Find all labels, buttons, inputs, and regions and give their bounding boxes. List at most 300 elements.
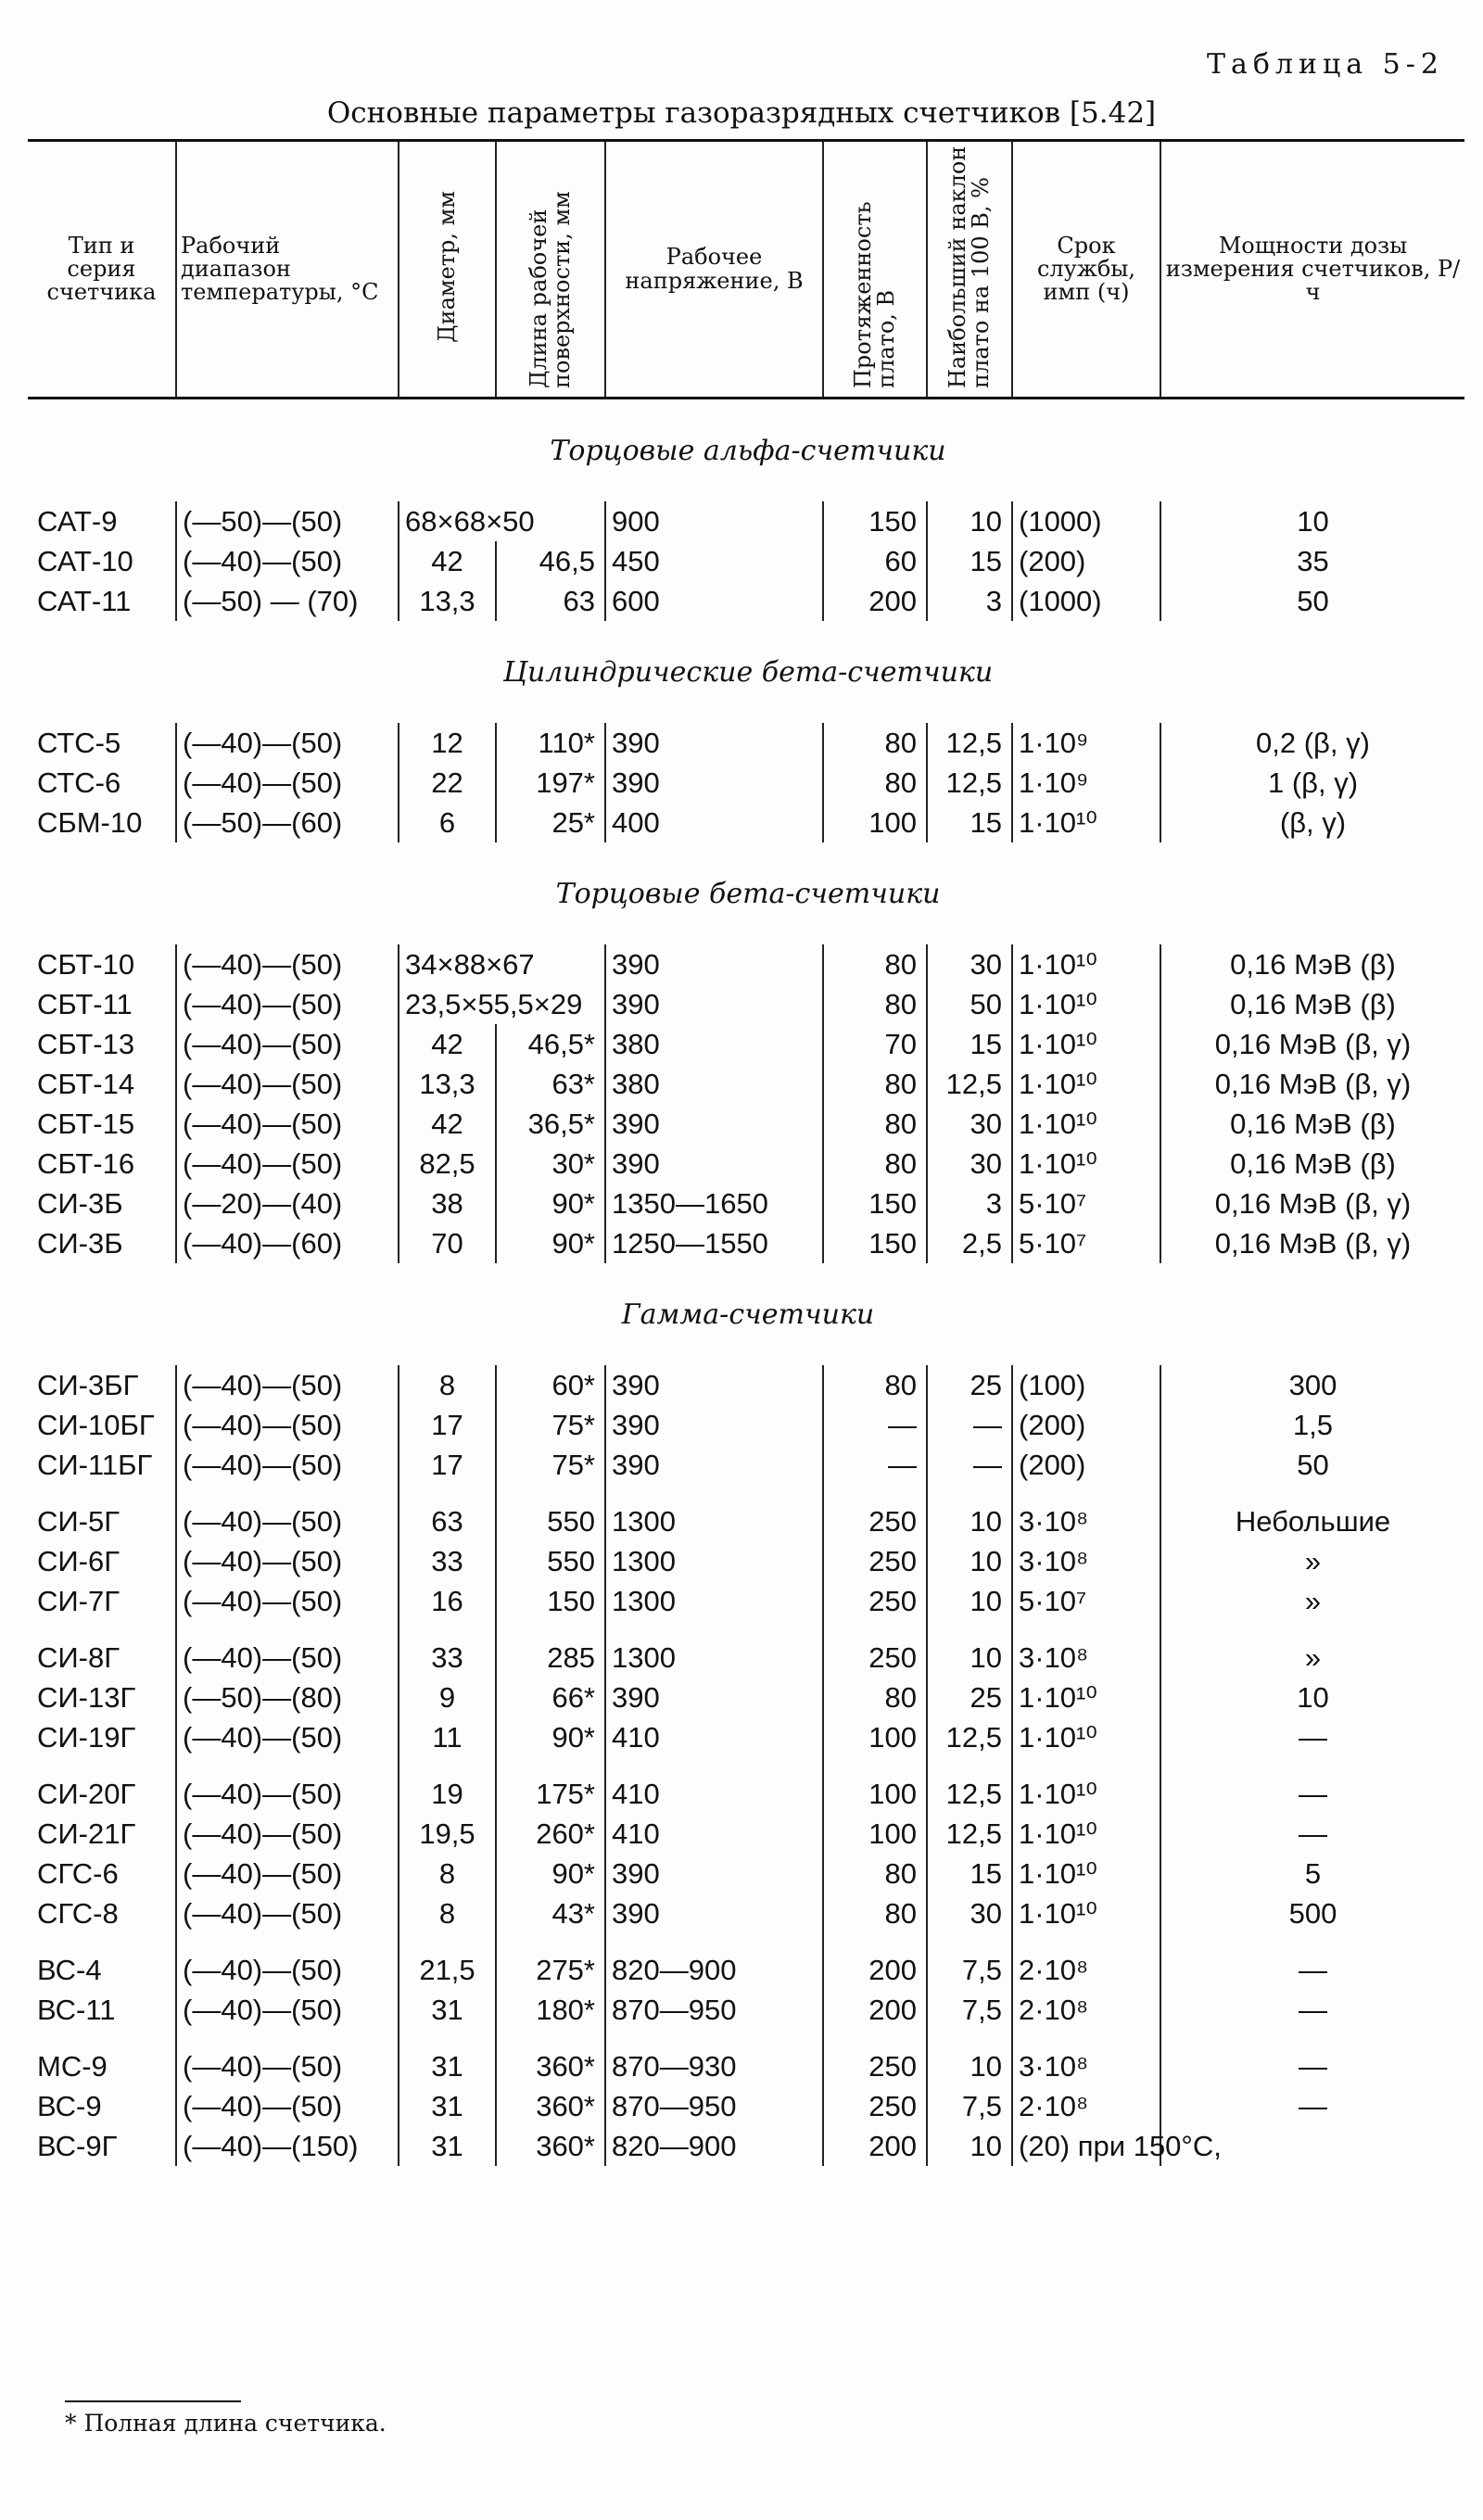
cell-temp: (—40)—(50) [176, 984, 399, 1024]
row-gap [28, 1621, 1464, 1638]
cell-voltage: 1350—1650 [605, 1184, 823, 1223]
cell-length: 46,5 [496, 541, 605, 581]
gap-cell [399, 1621, 496, 1638]
gap-cell [823, 1757, 927, 1774]
gap-cell [927, 1933, 1012, 1950]
cell-slope: 15 [927, 541, 1012, 581]
gap-cell [927, 2030, 1012, 2046]
cell-slope: 10 [927, 1541, 1012, 1581]
cell-length: 260* [496, 1814, 605, 1854]
cell-life: 5·10⁷ [1012, 1581, 1160, 1621]
cell-life: 2·10⁸ [1012, 1950, 1160, 1990]
cell-diameter: 11 [399, 1717, 496, 1757]
cell-voltage: 390 [605, 1144, 823, 1184]
table-row [28, 1501, 1464, 1541]
cell-length: 150 [496, 1581, 605, 1621]
cell-life: 1·10¹⁰ [1012, 1144, 1160, 1184]
cell-dose: 10 [1160, 1678, 1464, 1717]
cell-length: 197* [496, 763, 605, 803]
table-row [28, 1184, 1464, 1223]
gap-cell [605, 2030, 823, 2046]
cell-life: 1·10¹⁰ [1012, 1854, 1160, 1893]
cell-slope: 30 [927, 1104, 1012, 1144]
section-title: Цилиндрические бета-счетчики [502, 655, 994, 689]
cell-diameter: 8 [399, 1854, 496, 1893]
gap-cell [176, 2030, 399, 2046]
gap-cell [823, 1485, 927, 1501]
table-number: Таблица 5-2 [1206, 48, 1444, 81]
cell-voltage: 410 [605, 1717, 823, 1757]
gap-cell [823, 2030, 927, 2046]
header-slope: Наибольший наклон плато на 100 В, % [927, 141, 1012, 399]
cell-plateau: 250 [823, 2086, 927, 2126]
cell-type: МС-9 [37, 2049, 108, 2083]
cell-life: (200) [1012, 541, 1160, 581]
cell-temp: (—40)—(50) [176, 1144, 399, 1184]
cell-slope: 10 [927, 1638, 1012, 1678]
section-header [28, 842, 1464, 944]
cell-plateau: — [823, 1445, 927, 1485]
cell-slope: 2,5 [927, 1223, 1012, 1263]
cell-type: СИ-3БГ [37, 1368, 139, 1401]
gap-cell [1012, 1757, 1160, 1774]
cell-voltage: 390 [605, 984, 823, 1024]
footnote: * Полная длина счетчика. [65, 2410, 387, 2437]
cell-voltage: 820—900 [605, 1950, 823, 1990]
cell-life: (20) при 150°С, [1012, 2126, 1160, 2166]
gap-cell [496, 1621, 605, 1638]
cell-temp: (—50)—(60) [176, 803, 399, 842]
table-row [28, 1445, 1464, 1485]
cell-temp: (—40)—(50) [176, 1024, 399, 1064]
gap-cell [605, 1933, 823, 1950]
cell-type: СИ-7Г [37, 1584, 120, 1617]
table-row [28, 1365, 1464, 1405]
table-row [28, 1541, 1464, 1581]
cell-diameter: 42 [399, 1024, 496, 1064]
cell-diameter: 70 [399, 1223, 496, 1263]
cell-type: СБТ-14 [37, 1067, 135, 1100]
cell-life: 3·10⁸ [1012, 1638, 1160, 1678]
table-row [28, 1405, 1464, 1445]
cell-voltage: 390 [605, 944, 823, 984]
cell-life: 1·10¹⁰ [1012, 1024, 1160, 1064]
row-gap [28, 1757, 1464, 1774]
cell-type: СБМ-10 [37, 805, 143, 839]
cell-type: СИ-13Г [37, 1680, 136, 1714]
header-plateau: Протяженность плато, В [823, 141, 927, 399]
cell-dose: 0,16 МэВ (β, γ) [1160, 1024, 1464, 1064]
cell-diameter: 17 [399, 1445, 496, 1485]
cell-temp: (—50)—(50) [176, 501, 399, 541]
cell-life: 1·10¹⁰ [1012, 1678, 1160, 1717]
cell-dose: 300 [1160, 1365, 1464, 1405]
table-row [28, 984, 1464, 1024]
cell-plateau: 250 [823, 1501, 927, 1541]
cell-diameter: 34×88×67 [399, 944, 605, 984]
cell-diameter: 31 [399, 2126, 496, 2166]
cell-diameter: 68×68×50 [399, 501, 605, 541]
cell-diameter: 63 [399, 1501, 496, 1541]
cell-dose: — [1160, 1990, 1464, 2030]
cell-length: 360* [496, 2086, 605, 2126]
cell-temp: (—40)—(50) [176, 1854, 399, 1893]
cell-dose: — [1160, 1814, 1464, 1854]
cell-slope: 25 [927, 1678, 1012, 1717]
section-header [28, 1263, 1464, 1365]
cell-voltage: 1300 [605, 1638, 823, 1678]
cell-life: 5·10⁷ [1012, 1184, 1160, 1223]
cell-voltage: 410 [605, 1814, 823, 1854]
row-gap [28, 1933, 1464, 1950]
cell-temp: (—40)—(50) [176, 944, 399, 984]
cell-temp: (—40)—(50) [176, 1638, 399, 1678]
gap-cell [1012, 2030, 1160, 2046]
cell-voltage: 1250—1550 [605, 1223, 823, 1263]
cell-life: 2·10⁸ [1012, 2086, 1160, 2126]
cell-dose: 0,16 МэВ (β, γ) [1160, 1223, 1464, 1263]
cell-dose: 1,5 [1160, 1405, 1464, 1445]
cell-slope: 12,5 [927, 1814, 1012, 1854]
cell-voltage: 900 [605, 501, 823, 541]
cell-diameter: 42 [399, 1104, 496, 1144]
cell-type: СИ-21Г [37, 1817, 136, 1850]
cell-plateau: 200 [823, 1990, 927, 2030]
cell-life: (1000) [1012, 581, 1160, 621]
cell-type: ВС-11 [37, 1993, 116, 2026]
row-gap [28, 1485, 1464, 1501]
table-row [28, 723, 1464, 763]
cell-type: ВС-9 [37, 2089, 102, 2122]
cell-voltage: 380 [605, 1064, 823, 1104]
table-row [28, 2046, 1464, 2086]
cell-temp: (—40)—(50) [176, 1445, 399, 1485]
cell-dose: 35 [1160, 541, 1464, 581]
cell-slope: 12,5 [927, 723, 1012, 763]
cell-life: 1·10¹⁰ [1012, 1814, 1160, 1854]
cell-slope: 12,5 [927, 763, 1012, 803]
cell-temp: (—40)—(50) [176, 1990, 399, 2030]
cell-type: ВС-4 [37, 1953, 102, 1986]
cell-life: 1·10¹⁰ [1012, 1893, 1160, 1933]
cell-dose: 0,16 МэВ (β, γ) [1160, 1064, 1464, 1104]
gap-cell [28, 1757, 176, 1774]
gap-cell [28, 2030, 176, 2046]
cell-length: 90* [496, 1184, 605, 1223]
cell-diameter: 33 [399, 1541, 496, 1581]
cell-dose: 0,16 МэВ (β) [1160, 1104, 1464, 1144]
cell-voltage: 390 [605, 723, 823, 763]
cell-diameter: 31 [399, 2046, 496, 2086]
cell-plateau: 100 [823, 1814, 927, 1854]
cell-type: СИ-3Б [37, 1186, 123, 1220]
cell-voltage: 400 [605, 803, 823, 842]
header-length: Длина рабочей поверхности, мм [496, 141, 605, 399]
cell-plateau: 100 [823, 1774, 927, 1814]
cell-dose: 50 [1160, 1445, 1464, 1485]
row-gap [28, 2030, 1464, 2046]
cell-temp: (—40)—(50) [176, 1365, 399, 1405]
cell-plateau: 80 [823, 1893, 927, 1933]
cell-slope: 12,5 [927, 1064, 1012, 1104]
cell-life: (200) [1012, 1445, 1160, 1485]
header-voltage: Рабочее напряжение, В [605, 141, 823, 399]
gap-cell [927, 1621, 1012, 1638]
cell-life: (200) [1012, 1405, 1160, 1445]
table-row [28, 581, 1464, 621]
gap-cell [496, 1485, 605, 1501]
gap-cell [1012, 1485, 1160, 1501]
cell-type: СТС-5 [37, 726, 121, 759]
cell-slope: 25 [927, 1365, 1012, 1405]
header-temp: Рабочий диапазон температуры, °С [176, 141, 399, 399]
table-row [28, 1814, 1464, 1854]
cell-type: СБТ-15 [37, 1107, 135, 1140]
cell-length: 75* [496, 1405, 605, 1445]
cell-slope: 12,5 [927, 1774, 1012, 1814]
cell-type: СГС-8 [37, 1896, 119, 1930]
cell-dose: 500 [1160, 1893, 1464, 1933]
footnote-rule [65, 2400, 241, 2402]
cell-voltage: 870—930 [605, 2046, 823, 2086]
cell-length: 46,5* [496, 1024, 605, 1064]
cell-type: СИ-19Г [37, 1720, 136, 1754]
cell-diameter: 21,5 [399, 1950, 496, 1990]
gap-cell [1160, 1485, 1464, 1501]
gap-cell [1160, 1933, 1464, 1950]
cell-voltage: 390 [605, 1365, 823, 1405]
table-row [28, 1774, 1464, 1814]
table-caption: Основные параметры газоразрядных счетчиков [5.42] [326, 96, 1157, 130]
table-row [28, 1854, 1464, 1893]
section-title: Гамма-счетчики [621, 1298, 875, 1331]
cell-diameter: 13,3 [399, 581, 496, 621]
cell-diameter: 31 [399, 1990, 496, 2030]
cell-type: СИ-20Г [37, 1777, 136, 1810]
cell-slope: — [927, 1405, 1012, 1445]
cell-life: 3·10⁸ [1012, 1501, 1160, 1541]
cell-voltage: 410 [605, 1774, 823, 1814]
table-row [28, 2086, 1464, 2126]
gap-cell [1012, 1933, 1160, 1950]
cell-length: 275* [496, 1950, 605, 1990]
cell-slope: 15 [927, 1024, 1012, 1064]
cell-temp: (—40)—(50) [176, 541, 399, 581]
cell-diameter: 42 [399, 541, 496, 581]
cell-length: 25* [496, 803, 605, 842]
header-row [28, 141, 1464, 399]
cell-plateau: 150 [823, 501, 927, 541]
gap-cell [28, 1621, 176, 1638]
gap-cell [605, 1621, 823, 1638]
gap-cell [28, 1933, 176, 1950]
table-row [28, 1990, 1464, 2030]
cell-slope: 50 [927, 984, 1012, 1024]
cell-dose: — [1160, 2086, 1464, 2126]
cell-voltage: 870—950 [605, 2086, 823, 2126]
cell-life: 1·10¹⁰ [1012, 944, 1160, 984]
cell-type: СТС-6 [37, 766, 121, 799]
cell-type: СБТ-13 [37, 1027, 135, 1060]
cell-length: 110* [496, 723, 605, 763]
cell-length: 90* [496, 1223, 605, 1263]
cell-type: СИ-5Г [37, 1504, 120, 1538]
cell-type: СИ-11БГ [37, 1448, 153, 1481]
gap-cell [176, 1757, 399, 1774]
header-life: Срок службы, имп (ч) [1012, 141, 1160, 399]
cell-plateau: 80 [823, 1064, 927, 1104]
cell-type: САТ-10 [37, 544, 133, 577]
cell-diameter: 8 [399, 1893, 496, 1933]
cell-length: 360* [496, 2046, 605, 2086]
section-header [28, 621, 1464, 723]
cell-life: 3·10⁸ [1012, 2046, 1160, 2086]
cell-temp: (—20)—(40) [176, 1184, 399, 1223]
cell-dose: 0,16 МэВ (β) [1160, 944, 1464, 984]
cell-length: 175* [496, 1774, 605, 1814]
cell-temp: (—40)—(150) [176, 2126, 399, 2166]
cell-slope: 10 [927, 501, 1012, 541]
table-row [28, 763, 1464, 803]
cell-temp: (—40)—(50) [176, 1814, 399, 1854]
cell-length: 75* [496, 1445, 605, 1485]
cell-slope: 7,5 [927, 1990, 1012, 2030]
table-row [28, 1144, 1464, 1184]
cell-slope: 10 [927, 2046, 1012, 2086]
cell-voltage: 820—900 [605, 2126, 823, 2166]
table-row [28, 1678, 1464, 1717]
cell-dose: 10 [1160, 501, 1464, 541]
table-row [28, 944, 1464, 984]
cell-plateau: 250 [823, 1541, 927, 1581]
cell-dose: 0,16 МэВ (β) [1160, 984, 1464, 1024]
cell-temp: (—40)—(50) [176, 1405, 399, 1445]
section-title: Торцовые альфа-счетчики [550, 434, 946, 467]
cell-type: СБТ-10 [37, 947, 135, 981]
cell-life: 5·10⁷ [1012, 1223, 1160, 1263]
gap-cell [176, 1621, 399, 1638]
cell-plateau: 200 [823, 2126, 927, 2166]
cell-life: (1000) [1012, 501, 1160, 541]
cell-plateau: 100 [823, 1717, 927, 1757]
cell-length: 550 [496, 1541, 605, 1581]
cell-dose: » [1160, 1541, 1464, 1581]
cell-plateau: 80 [823, 763, 927, 803]
cell-dose: — [1160, 2046, 1464, 2086]
cell-type: ВС-9Г [37, 2129, 118, 2162]
cell-slope: 12,5 [927, 1717, 1012, 1757]
cell-plateau: 200 [823, 581, 927, 621]
cell-diameter: 17 [399, 1405, 496, 1445]
cell-diameter: 13,3 [399, 1064, 496, 1104]
cell-temp: (—50)—(80) [176, 1678, 399, 1717]
cell-dose: » [1160, 1638, 1464, 1678]
gap-cell [399, 2030, 496, 2046]
header-dose: Мощности дозы измерения счетчиков, Р/ч [1160, 141, 1464, 399]
cell-slope: 3 [927, 1184, 1012, 1223]
table-row [28, 541, 1464, 581]
cell-life: 3·10⁸ [1012, 1541, 1160, 1581]
cell-length: 63 [496, 581, 605, 621]
cell-length: 43* [496, 1893, 605, 1933]
cell-diameter: 31 [399, 2086, 496, 2126]
cell-diameter: 19 [399, 1774, 496, 1814]
cell-length: 66* [496, 1678, 605, 1717]
cell-temp: (—40)—(50) [176, 1581, 399, 1621]
cell-plateau: 200 [823, 1950, 927, 1990]
gap-cell [605, 1757, 823, 1774]
cell-life: 1·10¹⁰ [1012, 984, 1160, 1024]
cell-life: 1·10¹⁰ [1012, 1717, 1160, 1757]
cell-temp: (—40)—(50) [176, 1064, 399, 1104]
table-row [28, 501, 1464, 541]
cell-life: 1·10¹⁰ [1012, 1104, 1160, 1144]
cell-length: 360* [496, 2126, 605, 2166]
cell-dose: — [1160, 1950, 1464, 1990]
cell-dose: 5 [1160, 1854, 1464, 1893]
cell-plateau: 150 [823, 1184, 927, 1223]
cell-slope: — [927, 1445, 1012, 1485]
table-row [28, 1893, 1464, 1933]
gap-cell [605, 1485, 823, 1501]
cell-length: 180* [496, 1990, 605, 2030]
cell-slope: 30 [927, 1144, 1012, 1184]
gap-cell [927, 1485, 1012, 1501]
section-header [28, 399, 1464, 502]
cell-type: САТ-11 [37, 584, 132, 617]
cell-plateau: 100 [823, 803, 927, 842]
cell-voltage: 600 [605, 581, 823, 621]
cell-type: СБТ-11 [37, 987, 133, 1020]
cell-dose: 50 [1160, 581, 1464, 621]
cell-voltage: 870—950 [605, 1990, 823, 2030]
cell-temp: (—40)—(50) [176, 723, 399, 763]
cell-type: СИ-6Г [37, 1544, 120, 1577]
cell-voltage: 380 [605, 1024, 823, 1064]
cell-voltage: 390 [605, 1678, 823, 1717]
gap-cell [823, 1621, 927, 1638]
table-row [28, 1581, 1464, 1621]
table-row [28, 1223, 1464, 1263]
cell-temp: (—40)—(50) [176, 763, 399, 803]
cell-plateau: 80 [823, 984, 927, 1024]
cell-slope: 10 [927, 1581, 1012, 1621]
cell-voltage: 390 [605, 1405, 823, 1445]
cell-life: 1·10¹⁰ [1012, 1064, 1160, 1104]
cell-voltage: 390 [605, 1104, 823, 1144]
gap-cell [1160, 1621, 1464, 1638]
cell-dose: — [1160, 1717, 1464, 1757]
cell-length: 30* [496, 1144, 605, 1184]
cell-temp: (—40)—(60) [176, 1223, 399, 1263]
gap-cell [1012, 1621, 1160, 1638]
cell-life: 1·10⁹ [1012, 763, 1160, 803]
cell-voltage: 1300 [605, 1581, 823, 1621]
cell-dose: (β, γ) [1160, 803, 1464, 842]
table-row [28, 1024, 1464, 1064]
table-row [28, 1717, 1464, 1757]
cell-diameter: 82,5 [399, 1144, 496, 1184]
cell-diameter: 23,5×55,5×29 [399, 984, 605, 1024]
cell-slope: 10 [927, 1501, 1012, 1541]
gap-cell [28, 1485, 176, 1501]
cell-plateau: 70 [823, 1024, 927, 1064]
cell-length: 550 [496, 1501, 605, 1541]
cell-dose: » [1160, 1581, 1464, 1621]
cell-type: СИ-10БГ [37, 1408, 155, 1441]
cell-length: 60* [496, 1365, 605, 1405]
cell-length: 90* [496, 1854, 605, 1893]
